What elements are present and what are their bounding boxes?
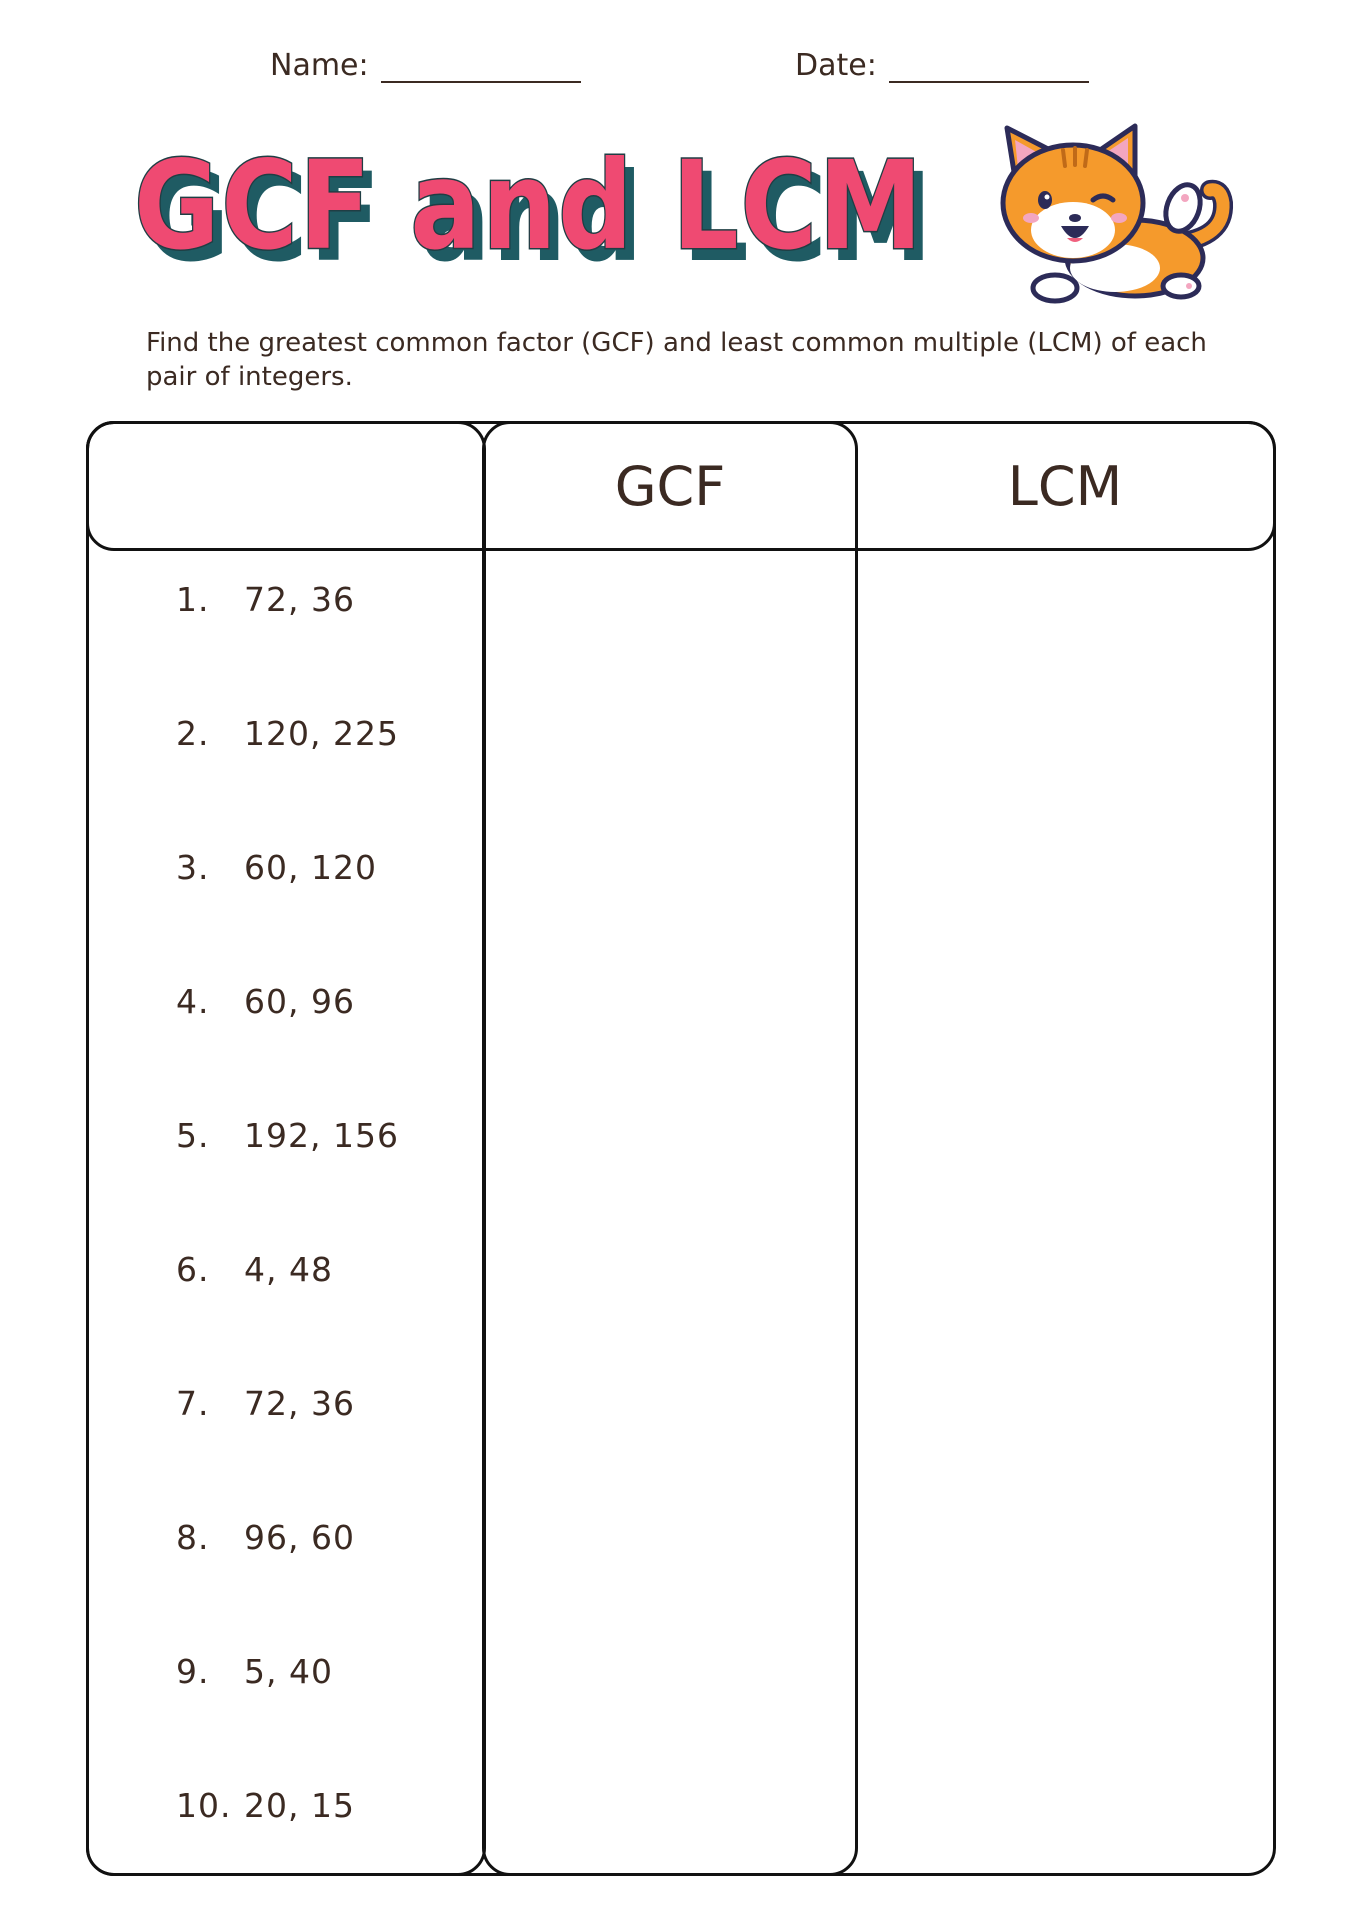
problem-pair: 120, 225 (244, 714, 399, 753)
problem-row (176, 1518, 355, 1557)
problem-number: 3. (176, 848, 210, 887)
name-field[interactable] (270, 48, 581, 83)
problem-row (176, 714, 399, 753)
problem-number: 4. (176, 982, 210, 1021)
date-label: Date: (795, 48, 877, 83)
name-label: Name: (270, 48, 369, 83)
problem-pair: 4, 48 (244, 1250, 333, 1289)
instructions-text: Find the greatest common factor (GCF) and least common multiple (LCM) of each pair of integers. (146, 328, 1207, 392)
problem-pair: 96, 60 (244, 1518, 355, 1557)
problem-pair: 192, 156 (244, 1116, 399, 1155)
problem-row (176, 1652, 333, 1691)
problem-row (176, 982, 355, 1021)
problem-row (176, 1116, 399, 1155)
problem-pair: 72, 36 (244, 580, 355, 619)
problem-row (176, 1250, 333, 1289)
problem-row (176, 1384, 355, 1423)
gcf-answer-column[interactable] (482, 421, 858, 1876)
problem-number: 8. (176, 1518, 210, 1557)
problem-row (176, 848, 377, 887)
name-blank-line[interactable] (381, 51, 581, 83)
problem-number: 6. (176, 1250, 210, 1289)
problem-pair: 72, 36 (244, 1384, 355, 1423)
date-field[interactable] (795, 48, 1089, 83)
problem-number: 2. (176, 714, 210, 753)
problem-number: 7. (176, 1384, 210, 1423)
problem-pair: 60, 120 (244, 848, 377, 887)
problem-number: 9. (176, 1652, 210, 1691)
problem-number: 1. (176, 580, 210, 619)
column-header-gcf: GCF (614, 455, 726, 518)
problem-number: 10. (176, 1786, 232, 1825)
worksheet-title (130, 128, 950, 288)
problem-pair: 60, 96 (244, 982, 355, 1021)
problem-row (176, 1786, 355, 1825)
title-shadow: GCF and LCM (144, 147, 934, 288)
problem-pair: 5, 40 (244, 1652, 333, 1691)
cat-icon (985, 118, 1245, 308)
problem-pair: 20, 15 (244, 1786, 355, 1825)
problem-row (176, 580, 355, 619)
title-text: GCF and LCM (134, 135, 924, 277)
date-blank-line[interactable] (889, 51, 1089, 83)
column-header-lcm: LCM (1007, 455, 1123, 518)
problem-number: 5. (176, 1116, 210, 1155)
